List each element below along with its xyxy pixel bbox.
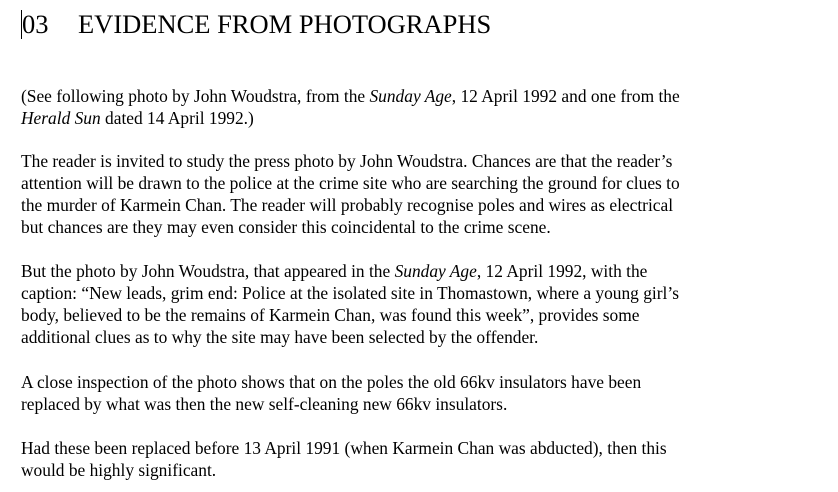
text-line: Had these been replaced before 13 April 1991 (when Karmein Chan was abducted), then this [21, 438, 667, 458]
text-run: (See following photo by John Woudstra, from the [21, 86, 370, 106]
section-number: 03 [22, 9, 49, 39]
paragraph-photo-sources [21, 85, 821, 129]
text-line: attention will be drawn to the police at the crime site who are searching the ground for clues to [21, 173, 680, 193]
section-title: EVIDENCE FROM PHOTOGRAPHS [78, 9, 492, 39]
text-run: dated 14 April 1992.) [100, 108, 254, 128]
text-line: The reader is invited to study the press photo by John Woudstra. Chances are that the reader’s [21, 151, 673, 171]
newspaper-title: Sunday Age [394, 261, 477, 281]
text-line: caption: “New leads, grim end: Police at the isolated site in Thomastown, where a young girl’s [21, 283, 679, 303]
paragraph-photo-caption [21, 260, 821, 348]
text-run: But the photo by John Woudstra, that appeared in the [21, 261, 395, 281]
text-run: , 12 April 1992 and one from the [451, 86, 680, 106]
text-line: body, believed to be the remains of Karmein Chan, was found this week”, provides some [21, 305, 640, 325]
text-line: additional clues as to why the site may have been selected by the offender. [21, 327, 539, 347]
paragraph-significance [21, 437, 821, 481]
paragraph-insulators [21, 371, 821, 415]
newspaper-title: Herald Sun [21, 108, 101, 128]
text-line: replaced by what was then the new self-cleaning new 66kv insulators. [21, 394, 508, 414]
paragraph-reader-invited [21, 150, 821, 238]
text-line: A close inspection of the photo shows that on the poles the old 66kv insulators have been [21, 372, 642, 392]
text-line [21, 85, 821, 107]
text-line: the murder of Karmein Chan. The reader will probably recognise poles and wires as electrical [21, 195, 674, 215]
section-heading [22, 7, 491, 41]
text-run: , 12 April 1992, with the [476, 261, 648, 281]
text-line: but chances are they may even consider this coincidental to the crime scene. [21, 217, 551, 237]
text-line [21, 107, 821, 129]
text-line: would be highly significant. [21, 460, 217, 480]
newspaper-title: Sunday Age [369, 86, 452, 106]
text-line [21, 260, 821, 282]
